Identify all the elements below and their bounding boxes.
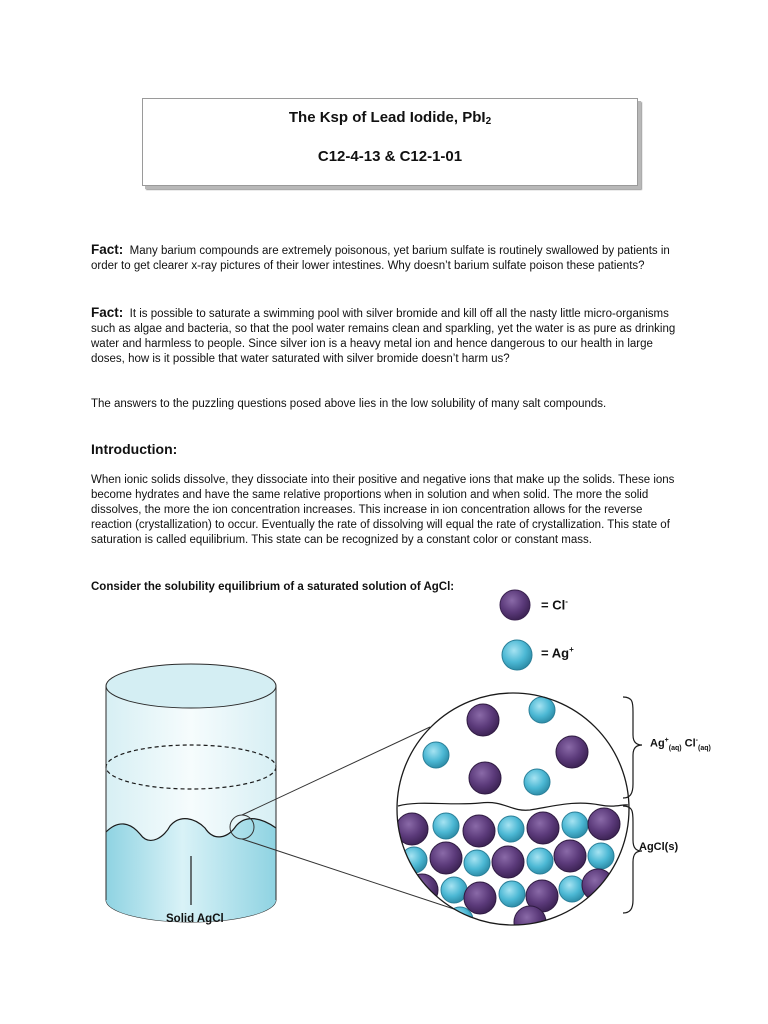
introduction-paragraph: When ionic solids dissolve, they dissociate into their positive and negative ions that make up the solids. These ions become hydrates and have the same relative proportions when in solution and when solid. The more the solid dissolves, the more the ion concentration increases. This increase in ion concentration allows for the reverse reaction (crystallization) to occur. Eventually the rate of dissolving will equal the rate of crystallization. This state of saturation is called equilibrium. This state can be recognized by a constant color or constant mass. [91,474,675,546]
page-title: The Ksp of Lead Iodide, PbI$_2$ [288,109,492,127]
fact-1-text: Many barium compounds are extremely poisonous, yet barium sulfate is routinely swallowed by patients in order to get clearer x-ray pictures of their lower intestines. Why doesn’t barium sulfate poison these patients? [91,245,670,272]
figure-caption: Consider the solubility equilibrium of a saturated solution of AgCl: [91,581,455,593]
legend-chloride-label: = Cl- [541,597,568,613]
magnified-view [390,693,640,940]
legend-silver-label: = Ag+ [541,645,574,661]
aqueous-ions-label: $Ag^+_{(aq)}$ $Cl^-_{(aq)}$ [650,737,711,752]
aq-chloride-ion [467,704,499,736]
fact-2-text: It is possible to saturate a swimming pool with silver bromide and kill off all the nasty little micro-organisms such as algae and bacteria, so that the pool water remains clean and sparkling, yet the water is as pure as drinking water and harmless to people. Since silver ion is a heavy metal ion and hence dangerous to our health in large doses, how is it possible that water saturated with silver bromide doesn’t harm us? [91,308,676,365]
solid-agcl-brace-label: AgCl(s) [639,841,679,853]
aq-silver-ion [423,742,449,768]
fact-1-label: Fact: [91,242,124,257]
aq-chloride-ion [556,736,588,768]
beaker [106,664,276,922]
answer-paragraph: The answers to the puzzling questions posed above lies in the low solubility of many salt compounds. [91,398,607,410]
fact-2-label: Fact: [91,305,124,320]
legend-silver-icon [502,640,532,670]
introduction-heading: Introduction: [91,441,178,457]
beaker-label: Solid AgCl [166,913,224,925]
aq-silver-ion [524,769,550,795]
aq-chloride-ion [469,762,501,794]
aq-silver-ion [529,697,555,723]
legend-chloride-icon [500,590,530,620]
curriculum-codes: C12-4-13 & C12-1-01 [317,148,463,165]
